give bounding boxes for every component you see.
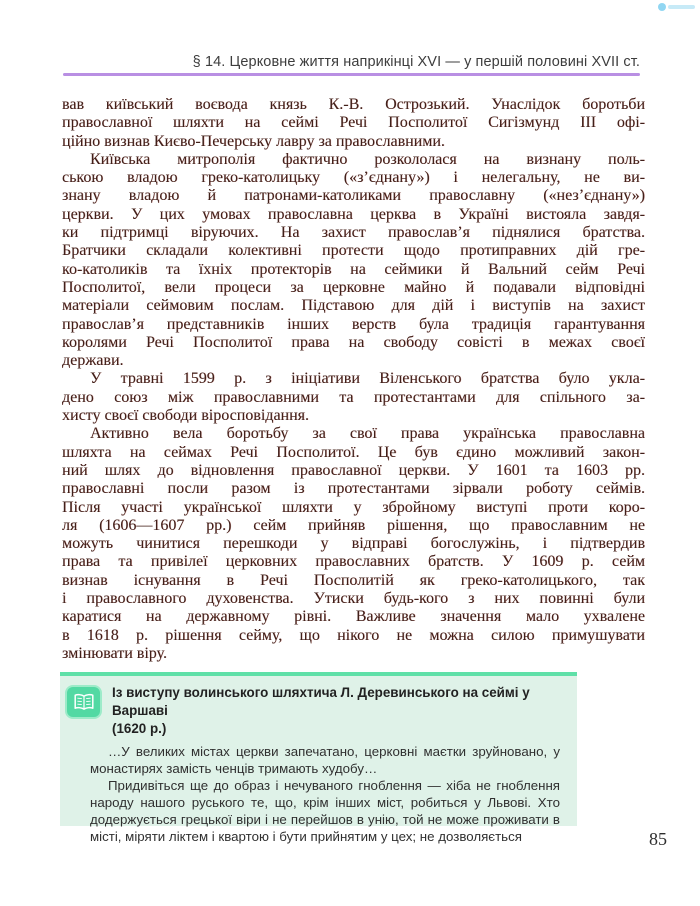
chapter-header: § 14. Церковне життя наприкінці XVI — у першій половині XVII ст.	[192, 54, 640, 70]
body-text-line: шляхта на сеймах Речі Посполитої. Це був єдино можливий закон-	[62, 443, 645, 461]
watermark-circle-icon	[658, 3, 666, 11]
body-text-line: дено союз між православними та протестантами для спільного за-	[62, 388, 645, 406]
body-text-line: православної шляхти на сеймі Речі Посполитої Сигізмунд III офі-	[62, 114, 645, 132]
quote-body	[90, 743, 560, 845]
body-text-line: Після участі української шляхти у збройному виступі проти коро-	[62, 498, 645, 516]
watermark-text-bar	[668, 5, 695, 9]
header-rule	[63, 73, 640, 76]
body-text-line: Київська митрополія фактично розкололася на визнану поль-	[90, 150, 645, 168]
body-text-line: православ’я представників інших верств була традиція гарантування	[62, 315, 645, 333]
quote-title-line: (1620 р.)	[112, 721, 167, 736]
body-text-line: ською владою греко-католицьку («з’єднану») і нелегальну, не ви-	[62, 169, 645, 187]
watermark-logo	[658, 3, 695, 11]
body-text-line: вав київський воєвода князь К.-В. Острозький. Унаслідок боротьби	[62, 96, 645, 113]
body-text-line: в 1618 р. рішення сейму, що нікого не можна силою примушувати	[62, 626, 645, 644]
quote-box	[60, 672, 577, 844]
body-text-line: ки підтримці віруючих. На захист православ’я піднялися братства.	[62, 224, 645, 242]
body-text-line: можуть чинитися перешкоди у відправі богослужінь, і підтвердив	[62, 535, 645, 553]
body-text-line: знану владою й патронами-католиками православну («нез’єднану»)	[62, 187, 645, 205]
body-text-line: і православного духовенства. Утиски будь-кого з них повинні були	[62, 590, 645, 608]
quote-paragraph: …У великих містах церкви запечатано, церковні маєтки зруйновано, у монастирях замість ченців тримають худобу…	[90, 744, 560, 776]
body-text-line: У травні 1599 р. з ініціативи Віленського братства було укла-	[90, 370, 645, 388]
body-text-line: королями Речі Посполитої права на свободу совісті в межах своєї	[62, 333, 645, 351]
article	[62, 96, 645, 663]
quote-title-line: Із виступу волинського шляхтича Л. Деревинського на сеймі у Варшаві	[112, 685, 530, 718]
body-text-line: права та привілеї церковних православних братств. У 1609 р. сейм	[62, 553, 645, 571]
body-text-line: Активно вела боротьбу за свої права українська православна	[90, 425, 645, 443]
body-text-line: ний шлях до відновлення православної церкви. У 1601 та 1603 рр.	[62, 461, 645, 479]
body-text-line: ля (1606—1607 рр.) сейм прийняв рішення, що православним не	[62, 516, 645, 534]
body-text-line: Братчики складали колективні протести щодо протиправних дій гре-	[62, 242, 645, 260]
body-text-line: держави.	[62, 352, 124, 370]
body-text-line: ційно визнав Києво-Печерську лавру за православними.	[62, 132, 445, 150]
body-text-line: ко-католиків та їхніх протекторів на сеймики й Вальний сейм Речі	[62, 260, 645, 278]
body-text-line: православні посли разом із протестантами зірвали роботу сеймів.	[62, 480, 645, 498]
body-text-line: визнав існування в Речі Посполитій як греко-католицького, так	[62, 571, 645, 589]
body-text-line: змінювати віру.	[62, 644, 167, 662]
body-text-line: Посполитої, вели процеси за церковне майно й подавали відповідні	[62, 278, 645, 296]
open-book-icon	[65, 685, 102, 719]
body-text-line: хисту своєї свободи віросповідання.	[62, 407, 310, 425]
quote-title	[112, 684, 563, 738]
body-text-line: каратися на державному рівні. Важливе значення мало ухвалене	[62, 608, 645, 626]
page-number: 85	[649, 829, 667, 849]
body-text-line: церкви. У цих умовах православна церква в Україні вистояла завдя-	[62, 205, 645, 223]
quote-paragraph: Придивіться ще до образ і нечуваного гноблення — хіба не гноблення народу нашого руського те, що, крім інших міст, робиться у Львові. Хто додержується грецької віри і не перейшов в унію, той не може проживати в місті, міряти ліктем і квартою і бути прийнятим у цех; не дозволяється	[90, 778, 560, 844]
body-text-line: матеріали сеймовим послам. Підставою для дій і виступів на захист	[62, 297, 645, 315]
